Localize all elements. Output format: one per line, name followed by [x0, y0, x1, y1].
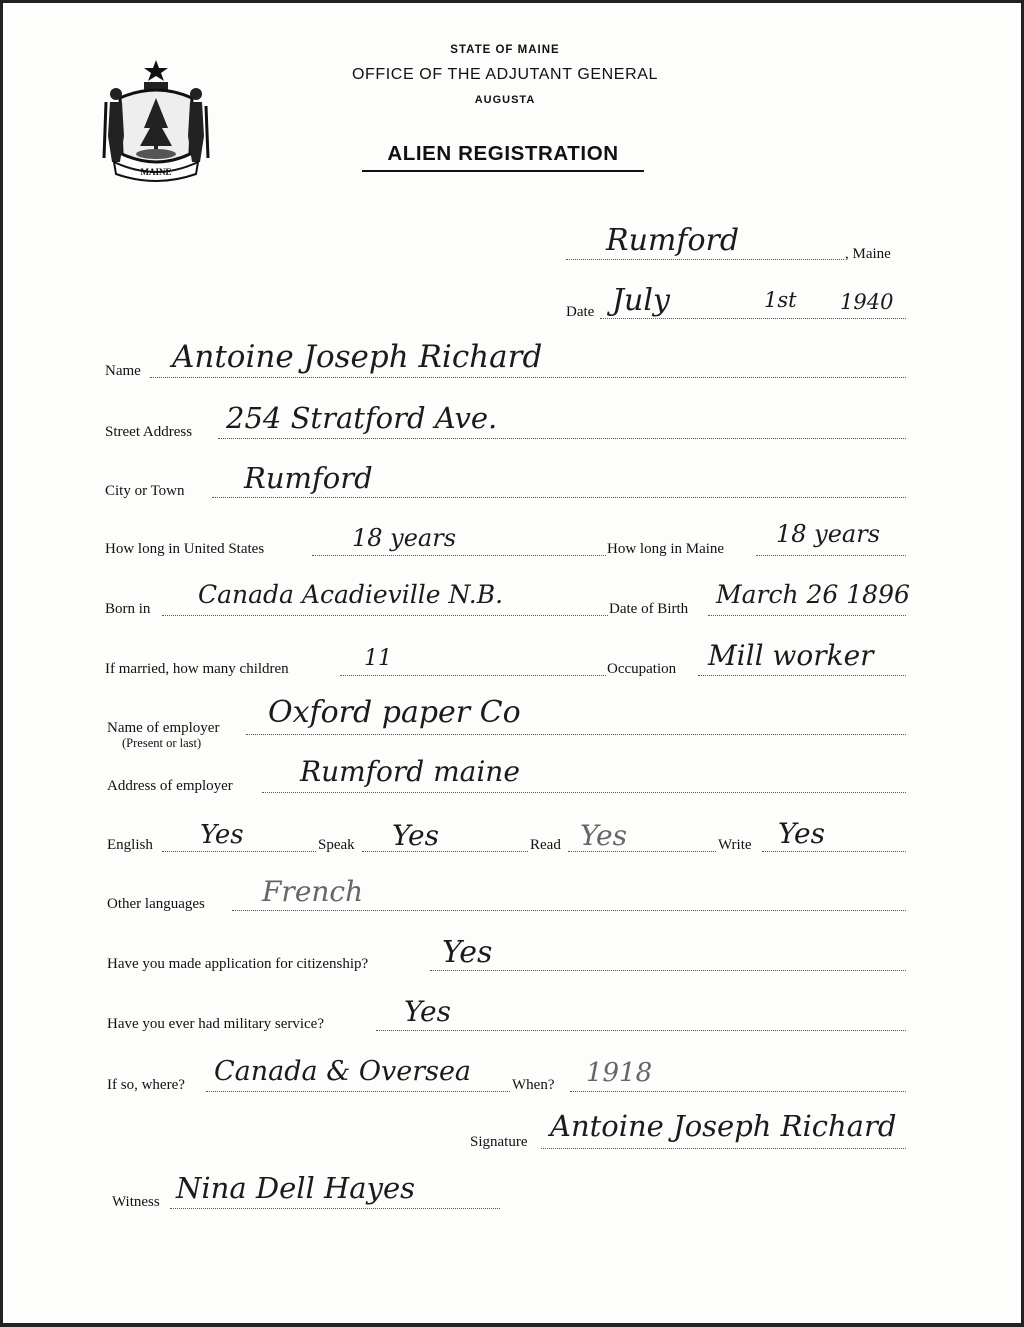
signature-label: Signature — [470, 1134, 528, 1150]
employer-address-label: Address of employer — [107, 778, 233, 794]
date-day-value[interactable]: 1st — [764, 288, 797, 312]
speak-line — [362, 851, 528, 852]
citizenship-label: Have you made application for citizenship? — [107, 956, 369, 972]
write-label: Write — [718, 837, 752, 853]
witness-line — [170, 1208, 500, 1209]
date-of-birth-label: Date of Birth — [609, 601, 689, 617]
date-of-birth-value[interactable]: March 26 1896 — [716, 580, 910, 609]
city-value[interactable]: Rumford — [244, 461, 373, 495]
english-label: English — [107, 837, 153, 853]
scan-border-bottom — [0, 1323, 1024, 1327]
witness-value[interactable]: Nina Dell Hayes — [176, 1171, 416, 1205]
read-value[interactable]: Yes — [580, 819, 627, 852]
svg-text:MAINE: MAINE — [140, 167, 172, 177]
date-label: Date — [566, 304, 595, 320]
place-value[interactable]: Rumford — [606, 223, 740, 258]
city-label: City or Town — [105, 483, 185, 499]
date-month-value[interactable]: July — [612, 283, 670, 318]
form-title: ALIEN REGISTRATION — [362, 142, 644, 172]
date-line — [600, 318, 906, 319]
where-label: If so, where? — [107, 1077, 185, 1093]
employer-address-line — [262, 792, 906, 793]
name-value[interactable]: Antoine Joseph Richard — [172, 339, 543, 375]
occupation-line — [698, 675, 906, 676]
where-line — [206, 1091, 510, 1092]
street-address-value[interactable]: 254 Stratford Ave. — [226, 401, 498, 435]
write-value[interactable]: Yes — [778, 817, 825, 850]
how-long-maine-label: How long in Maine — [607, 541, 725, 557]
header-office: OFFICE OF THE ADJUTANT GENERAL — [351, 66, 659, 83]
born-in-value[interactable]: Canada Acadieville N.B. — [198, 580, 504, 609]
witness-label: Witness — [112, 1194, 160, 1210]
employer-value[interactable]: Oxford paper Co — [268, 695, 521, 730]
how-long-us-label: How long in United States — [105, 541, 265, 557]
employer-address-value[interactable]: Rumford maine — [300, 755, 520, 788]
citizenship-line — [430, 970, 906, 971]
how-long-us-value[interactable]: 18 years — [352, 524, 457, 552]
scan-border-left — [0, 0, 3, 1327]
read-label: Read — [530, 837, 561, 853]
military-value[interactable]: Yes — [404, 995, 451, 1028]
children-label: If married, how many children — [105, 661, 289, 677]
when-label: When? — [512, 1077, 555, 1093]
occupation-label: Occupation — [607, 661, 677, 677]
when-line — [570, 1091, 906, 1092]
employer-label: Name of employer — [107, 720, 220, 736]
city-line — [212, 497, 906, 498]
header-state: STATE OF MAINE — [450, 44, 560, 56]
occupation-value[interactable]: Mill worker — [708, 639, 874, 672]
english-line — [162, 851, 316, 852]
signature-value[interactable]: Antoine Joseph Richard — [550, 1109, 897, 1143]
place-suffix-label: , Maine — [845, 246, 891, 262]
born-in-line — [162, 615, 608, 616]
speak-label: Speak — [318, 837, 355, 853]
street-address-label: Street Address — [105, 424, 193, 440]
military-label: Have you ever had military service? — [107, 1016, 324, 1032]
write-line — [762, 851, 906, 852]
scan-border-top — [0, 0, 1024, 3]
where-value[interactable]: Canada & Oversea — [214, 1056, 472, 1087]
place-line — [566, 259, 844, 260]
signature-line — [541, 1148, 906, 1149]
children-line — [340, 675, 606, 676]
speak-value[interactable]: Yes — [392, 819, 439, 852]
header-city: AUGUSTA — [474, 94, 536, 106]
military-line — [376, 1030, 906, 1031]
how-long-us-line — [312, 555, 606, 556]
english-value[interactable]: Yes — [200, 820, 244, 850]
other-languages-line — [232, 910, 906, 911]
citizenship-value[interactable]: Yes — [442, 935, 493, 970]
when-value[interactable]: 1918 — [586, 1058, 653, 1088]
maine-state-seal-icon — [100, 58, 212, 182]
employer-line — [246, 734, 906, 735]
how-long-maine-line — [756, 555, 906, 556]
other-languages-value[interactable]: French — [262, 875, 364, 908]
date-year-value[interactable]: 1940 — [840, 290, 894, 314]
street-address-line — [218, 438, 906, 439]
children-value[interactable]: 11 — [364, 646, 392, 671]
name-line — [150, 377, 906, 378]
name-label: Name — [105, 363, 141, 379]
how-long-maine-value[interactable]: 18 years — [776, 520, 881, 548]
employer-sublabel: (Present or last) — [122, 736, 202, 750]
born-in-label: Born in — [105, 601, 151, 617]
other-languages-label: Other languages — [107, 896, 205, 912]
date-of-birth-line — [708, 615, 906, 616]
